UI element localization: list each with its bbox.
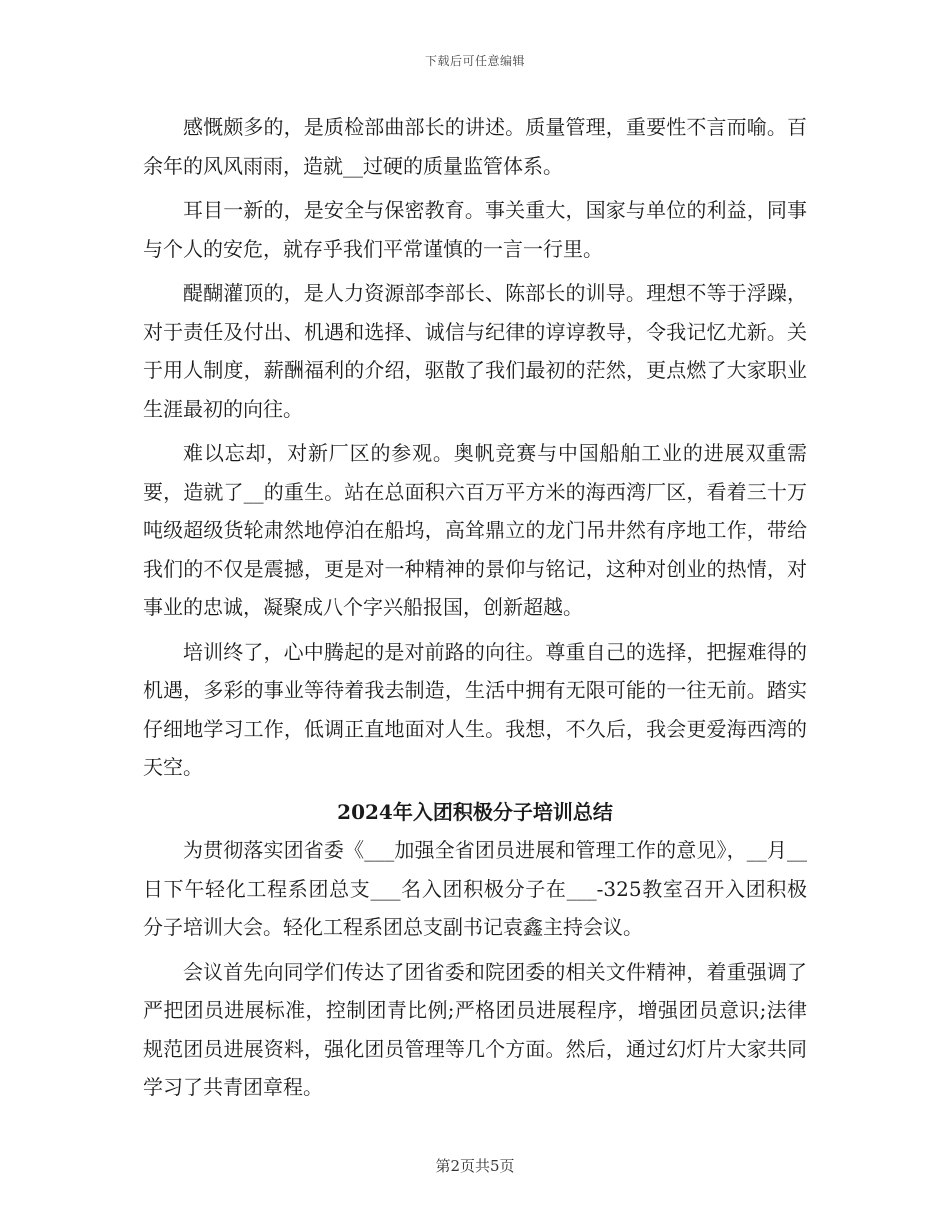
paragraph-meeting-intro: 为贯彻落实团省委《___加强全省团员进展和管理工作的意见》，__月__日下午轻化工程系团总支___名入团积极分子在___-325教室召开入团积极分子培训大会。轻化工程系团总支副书记袁鑫主持会议。 xyxy=(143,838,807,939)
paragraph-training-conclusion: 培训终了，心中腾起的是对前路的向往。尊重自己的选择，把握难得的机遇，多彩的事业等待着我去制造，生活中拥有无限可能的一往无前。踏实仔细地学习工作，低调正直地面对人生。我想，不久后，我会更爱海西湾的天空。 xyxy=(143,639,807,779)
paragraph-meeting-content: 会议首先向同学们传达了团省委和院团委的相关文件精神，着重强调了严把团员进展标准，控制团青比例;严格团员进展程序，增强团员意识;法律规范团员进展资料，强化团员管理等几个方面。然后，通过幻灯片大家共同学习了共青团章程。 xyxy=(143,959,807,1099)
page-header: 下载后可任意编辑 xyxy=(424,54,525,68)
page-number: 第2页共5页 xyxy=(435,1157,515,1175)
paragraph-quality-management: 感慨颇多的，是质检部曲部长的讲述。质量管理，重要性不言而喻。百余年的风风雨雨，造就__过硬的质量监管体系。 xyxy=(143,115,807,178)
document-body xyxy=(143,108,807,1113)
paragraph-safety-education: 耳目一新的，是安全与保密教育。事关重大，国家与单位的利益，同事与个人的安危，就存乎我们平常谨慎的一言一行里。 xyxy=(143,198,807,261)
paragraph-plant-visit: 难以忘却，对新厂区的参观。奥帆竞赛与中国船舶工业的进展双重需要，造就了__的重生。站在总面积六百万平方米的海西湾厂区，看着三十万吨级超级货轮肃然地停泊在船坞，高耸鼎立的龙门吊井然有序地工作，带给我们的不仅是震撼，更是对一种精神的景仰与铭记，这种对创业的热情，对事业的忠诚，凝聚成八个字兴船报国，创新超越。 xyxy=(143,441,807,619)
paragraph-hr-guidance: 醍醐灌顶的，是人力资源部李部长、陈部长的训导。理想不等于浮躁，对于责任及付出、机遇和选择、诚信与纪律的谆谆教导，令我记忆尤新。关于用人制度，薪酬福利的介绍，驱散了我们最初的茫然，更点燃了大家职业生涯最初的向往。 xyxy=(143,281,807,421)
section-title: 2024年入团积极分子培训总结 xyxy=(337,799,613,824)
